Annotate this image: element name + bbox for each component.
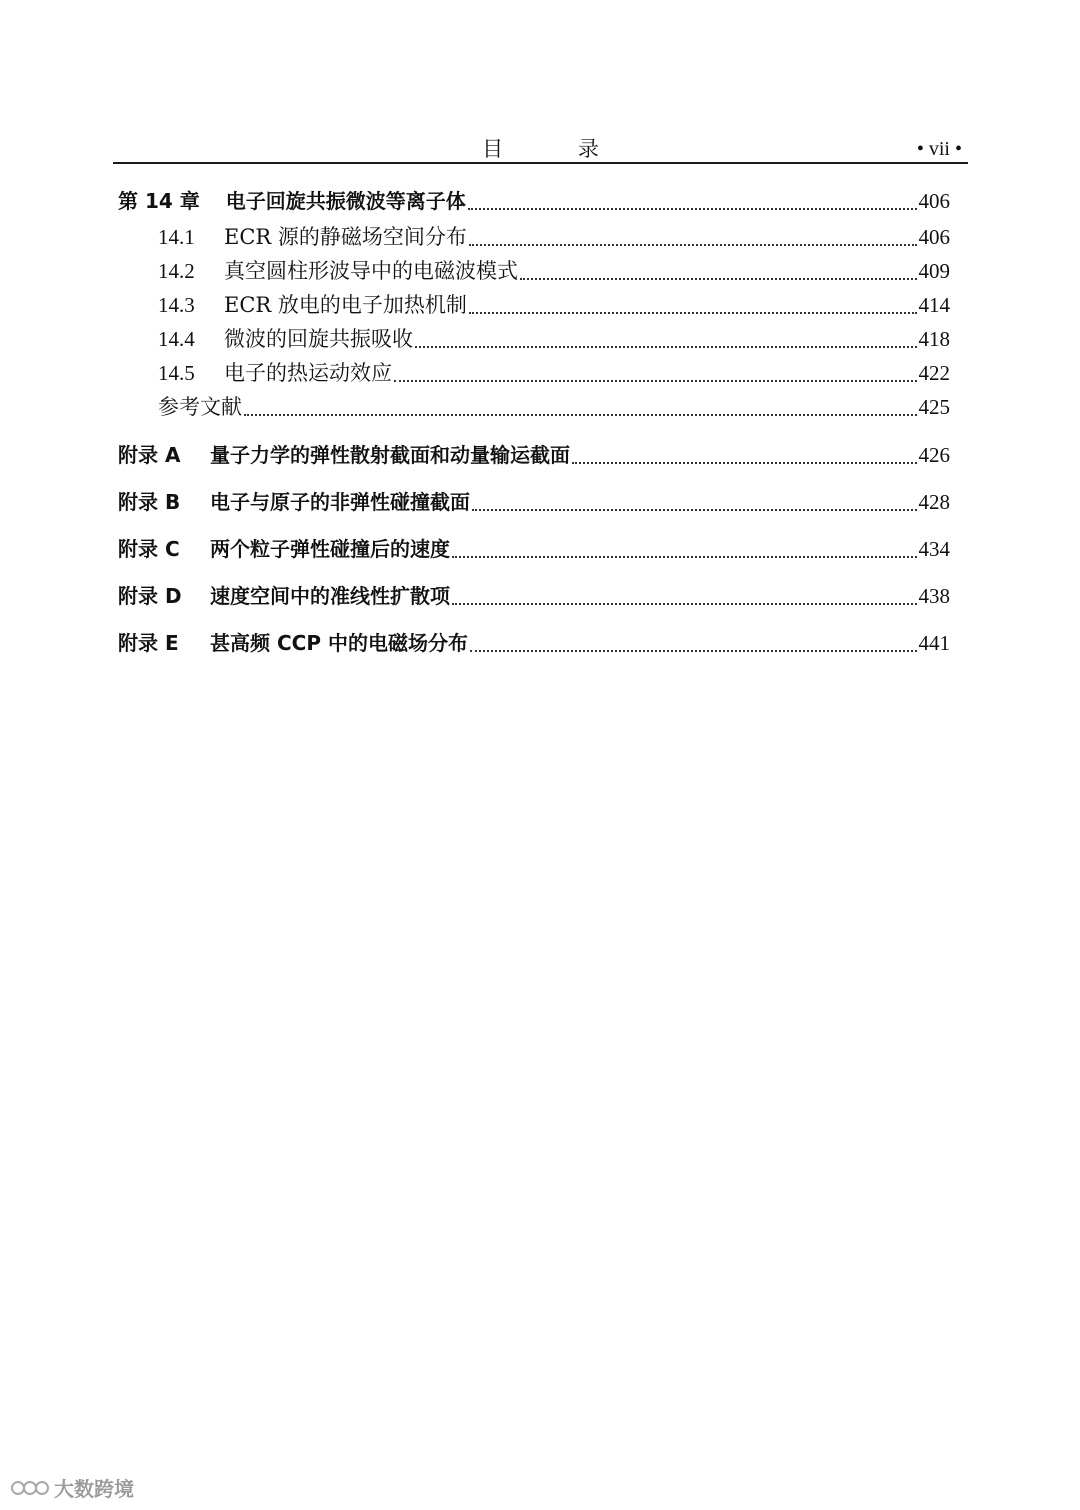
appendix-title: 量子力学的弹性散射截面和动量输运截面	[210, 443, 570, 467]
appendix-title: 两个粒子弹性碰撞后的速度	[210, 537, 450, 561]
dot-leader	[469, 312, 917, 314]
header-title: 目 录	[482, 137, 633, 161]
toc-section-14-5[interactable]	[118, 358, 950, 388]
dot-leader	[520, 278, 917, 280]
section-number: 14.4	[158, 327, 195, 351]
section-page: 414	[918, 293, 950, 317]
watermark-logo-icon	[10, 1474, 50, 1500]
toc-appendix-a[interactable]	[118, 440, 950, 470]
section-page: 409	[918, 259, 950, 283]
chapter-number: 第 14 章	[118, 189, 200, 213]
dot-leader	[415, 346, 917, 348]
section-title: ECR 放电的电子加热机制	[224, 293, 467, 317]
appendix-code: 附录 A	[118, 443, 181, 467]
toc-section-14-2[interactable]	[118, 256, 950, 286]
toc-section-14-3[interactable]	[118, 290, 950, 320]
watermark	[10, 1472, 134, 1502]
section-title: 电子的热运动效应	[224, 361, 392, 385]
dot-leader	[452, 603, 917, 605]
section-number: 14.2	[158, 259, 195, 283]
section-page: 406	[918, 225, 950, 249]
appendix-page: 426	[918, 443, 950, 467]
section-title: ECR 源的静磁场空间分布	[224, 225, 467, 249]
toc-section-14-1[interactable]	[118, 222, 950, 252]
appendix-code: 附录 D	[118, 584, 182, 608]
toc-references[interactable]	[118, 392, 950, 422]
toc-chapter-14[interactable]	[118, 186, 950, 216]
dot-leader	[244, 414, 917, 416]
section-page: 422	[918, 361, 950, 385]
chapter-page: 406	[918, 189, 950, 213]
appendix-title: 电子与原子的非弹性碰撞截面	[210, 490, 470, 514]
appendix-code: 附录 C	[118, 537, 180, 561]
watermark-text: 大数跨境	[54, 1476, 134, 1501]
dot-leader	[470, 650, 917, 652]
section-title: 微波的回旋共振吸收	[224, 327, 413, 351]
appendix-page: 434	[918, 537, 950, 561]
toc-appendix-d[interactable]	[118, 581, 950, 611]
header-rule	[113, 162, 968, 164]
references-page: 425	[918, 395, 950, 419]
appendix-title: 甚高频 CCP 中的电磁场分布	[210, 631, 468, 655]
section-number: 14.1	[158, 225, 195, 249]
appendix-page: 441	[918, 631, 950, 655]
references-title: 参考文献	[158, 395, 242, 419]
toc-appendix-b[interactable]	[118, 487, 950, 517]
toc-appendix-e[interactable]	[118, 628, 950, 658]
toc-appendix-c[interactable]	[118, 534, 950, 564]
appendix-code: 附录 B	[118, 490, 181, 514]
dot-leader	[472, 509, 917, 511]
dot-leader	[469, 244, 917, 246]
dot-leader	[468, 208, 917, 210]
toc-section-14-4[interactable]	[118, 324, 950, 354]
header-page-number: • vii •	[916, 138, 962, 160]
section-number: 14.5	[158, 361, 195, 385]
appendix-code: 附录 E	[118, 631, 179, 655]
page-header	[113, 128, 968, 164]
dot-leader	[452, 556, 917, 558]
dot-leader	[572, 462, 917, 464]
section-title: 真空圆柱形波导中的电磁波模式	[224, 259, 518, 283]
section-page: 418	[918, 327, 950, 351]
section-number: 14.3	[158, 293, 195, 317]
chapter-title: 电子回旋共振微波等离子体	[225, 189, 466, 213]
appendix-page: 438	[918, 584, 950, 608]
dot-leader	[394, 380, 917, 382]
appendix-page: 428	[918, 490, 950, 514]
appendix-title: 速度空间中的准线性扩散项	[210, 584, 450, 608]
